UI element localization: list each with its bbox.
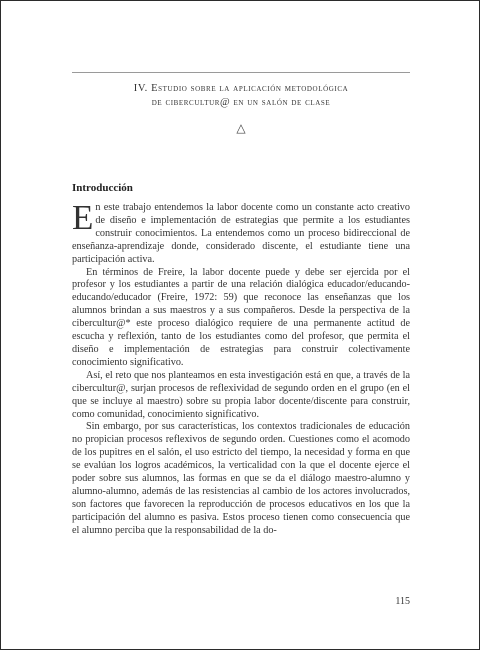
paragraph-1: [72, 198, 410, 267]
chapter-title-line-1: IV. Estudio sobre la aplicación metodológica: [133, 83, 349, 94]
paragraph-2: En términos de Freire, la labor docente puede y debe ser ejercida por el profesor y los estudiantes a partir de una relación dialógica educador/educando-educando/educador (Freire, 1972: 59) que reconoce las enseñanzas que los alumnos brindan a sus maestros y a sus compañeros. Desde la perspectiva de la cibercultur@* este proceso dialógico requiere de una permanente actitud de escucha y reflexión, tanto de los estudiantes como del profesor, que permita el diseño e implementación de estrategias para construir colectivamente conocimiento significativo.: [72, 266, 410, 368]
drop-cap: E: [72, 198, 94, 237]
triangle-ornament-icon: △: [236, 121, 246, 135]
header-rule: [72, 72, 410, 73]
chapter-title: [72, 82, 410, 110]
page-number: 115: [395, 596, 410, 607]
paragraph-4: Sin embargo, por sus características, los contextos tradicionales de educación no propician procesos reflexivos de segundo orden. Cuestiones como el acomodo de los pupitres en el salón, el uso estricto del tiempo, la necesidad y forma en que se evalúan los logros académicos, la verticalidad con la que el docente ejerce el poder sobre sus alumnos, las formas en que se da el diálogo maestro-alumno y alumno-alumno, además de las resistencias al cambio de los actores involucrados, son factores que favorecen la reproducción de procesos educativos en los que la participación del alumno es pasiva. Estos proceso tienen como consecuencia que el alumno perciba que la responsabilidad de la do-: [72, 421, 410, 536]
paragraph-1-text: n este trabajo entendemos la labor docente como un constante acto creativo de diseño e implementación de estrategias que permite a los estudiantes construir conocimientos. La entendemos como un proceso bidireccional de enseñanza-aprendizaje donde, considerado discente, el estudiante tiene una participación activa.: [72, 202, 410, 265]
body-text: [72, 198, 410, 538]
chapter-title-line-2: de cibercultur@ en un salón de clase: [151, 97, 331, 108]
section-heading: Introducción: [72, 182, 133, 194]
paragraph-3: Así, el reto que nos planteamos en esta investigación está en que, a través de la cibercultur@, surjan procesos de reflexividad de segundo orden en el grupo (en el que se incluye al maestro) sobre su propia labor docente/discente para construir, como comunidad, conocimiento significativo.: [72, 369, 410, 420]
